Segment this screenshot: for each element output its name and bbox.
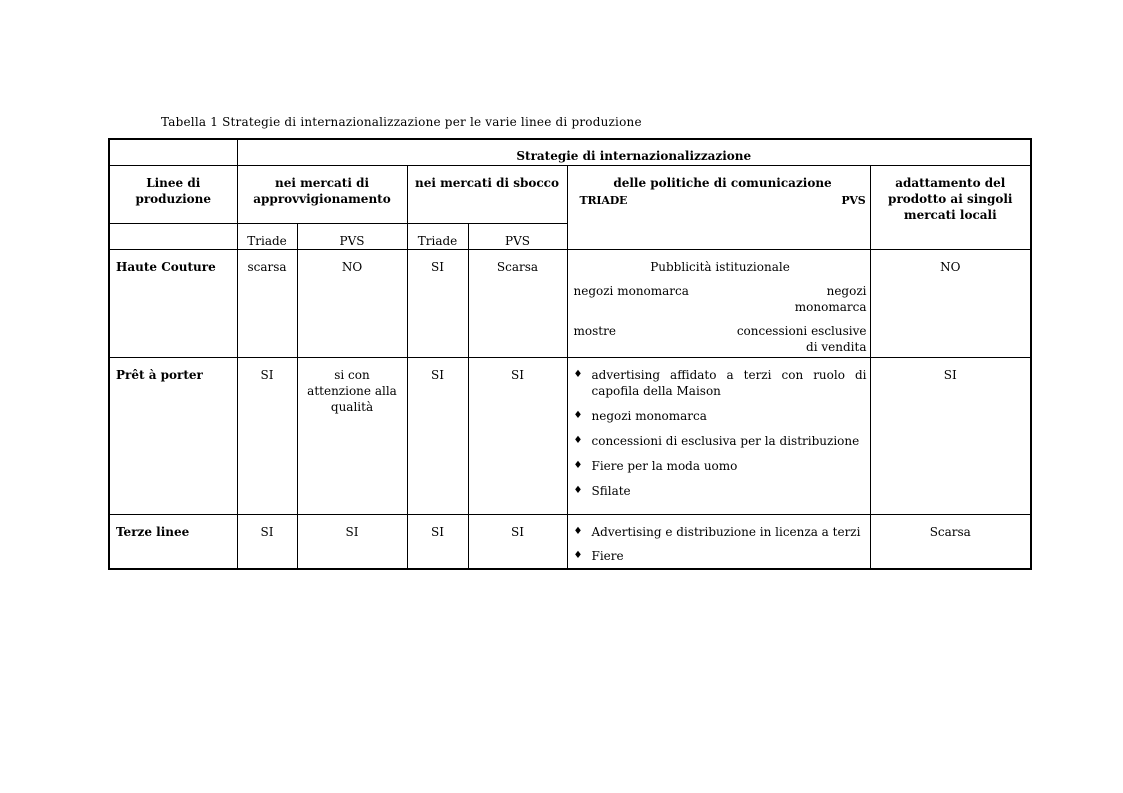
communication-cell	[567, 514, 870, 569]
table-cell: SI	[237, 357, 297, 514]
empty-corner-cell	[109, 139, 237, 165]
table-caption: Tabella 1 Strategie di internazionalizzazione per le varie linee di produzione	[161, 115, 642, 129]
strategie-header: Strategie di internazionalizzazione	[237, 139, 1031, 165]
pvs-label: PVS	[841, 193, 866, 207]
comm-pair	[574, 283, 867, 315]
sub-triade-approvvigionamento: Triade	[237, 223, 297, 249]
diamond-bullet-icon: ♦	[573, 484, 583, 496]
list-item: ♦ negozi monomarca	[573, 408, 707, 423]
table-row	[109, 514, 1031, 569]
comunicazione-subheader	[580, 193, 866, 209]
comm-pair	[574, 323, 867, 355]
triade-label: TRIADE	[579, 193, 628, 207]
comm-left: negozi monomarca	[573, 283, 689, 298]
list-item: ♦ Advertising e distribuzione in licenza a terzi	[573, 524, 861, 539]
strategies-table	[108, 138, 1032, 570]
list-item: ♦ Fiere per la moda uomo	[573, 458, 738, 473]
comm-list	[568, 358, 870, 499]
list-item: ♦ concessioni di esclusiva per la distribuzione	[573, 433, 860, 448]
row-label: Haute Couture	[109, 249, 237, 357]
table-cell: scarsa	[237, 249, 297, 357]
comm-center-text: Pubblicità istituzionale	[650, 259, 790, 274]
diamond-bullet-icon: ♦	[573, 459, 583, 471]
table-cell: SI	[407, 249, 468, 357]
approvvigionamento-header: nei mercati di approvvigionamento	[237, 165, 407, 223]
sub-pvs-sbocco: PVS	[468, 223, 567, 249]
comm-list	[568, 515, 870, 564]
diamond-bullet-icon: ♦	[573, 549, 583, 561]
diamond-bullet-icon: ♦	[573, 525, 583, 537]
sub-pvs-approvvigionamento: PVS	[297, 223, 407, 249]
table-cell: Scarsa	[468, 249, 567, 357]
comm-right: concessioni esclusive di vendita	[736, 323, 867, 354]
empty-sub-cell	[109, 223, 237, 249]
communication-cell	[567, 357, 870, 514]
communication-cell	[567, 249, 870, 357]
header-row-1	[109, 139, 1031, 165]
table-cell: Scarsa	[870, 514, 1031, 569]
table-cell: SI	[407, 357, 468, 514]
table-cell: si con attenzione alla qualità	[297, 357, 407, 514]
row-label: Terze linee	[109, 514, 237, 569]
row-label: Prêt à porter	[109, 357, 237, 514]
sbocco-header: nei mercati di sbocco	[407, 165, 567, 223]
table-cell: SI	[468, 357, 567, 514]
comunicazione-header	[567, 165, 870, 249]
table-cell: NO	[297, 249, 407, 357]
table-cell: SI	[468, 514, 567, 569]
table-cell: SI	[407, 514, 468, 569]
diamond-bullet-icon: ♦	[573, 368, 583, 380]
table-cell: SI	[237, 514, 297, 569]
comunicazione-title: delle politiche di comunicazione	[613, 175, 832, 190]
diamond-bullet-icon: ♦	[573, 434, 583, 446]
table-row	[109, 357, 1031, 514]
list-item: ♦ advertising affidato a terzi con ruolo di capofila della Maison	[573, 367, 867, 398]
table-cell: SI	[297, 514, 407, 569]
table-cell: NO	[870, 249, 1031, 357]
comm-left: mostre	[573, 323, 616, 338]
list-item: ♦ Sfilate	[573, 483, 631, 498]
table-cell: SI	[870, 357, 1031, 514]
diamond-bullet-icon: ♦	[573, 409, 583, 421]
comm-right: negozi monomarca	[794, 283, 867, 314]
list-item: ♦ Fiere	[573, 548, 624, 563]
adattamento-header: adattamento del prodotto ai singoli mercati locali	[870, 165, 1031, 249]
linee-header: Linee di produzione	[109, 165, 237, 223]
sub-triade-sbocco: Triade	[407, 223, 468, 249]
table-row	[109, 249, 1031, 357]
header-row-2	[109, 165, 1031, 223]
